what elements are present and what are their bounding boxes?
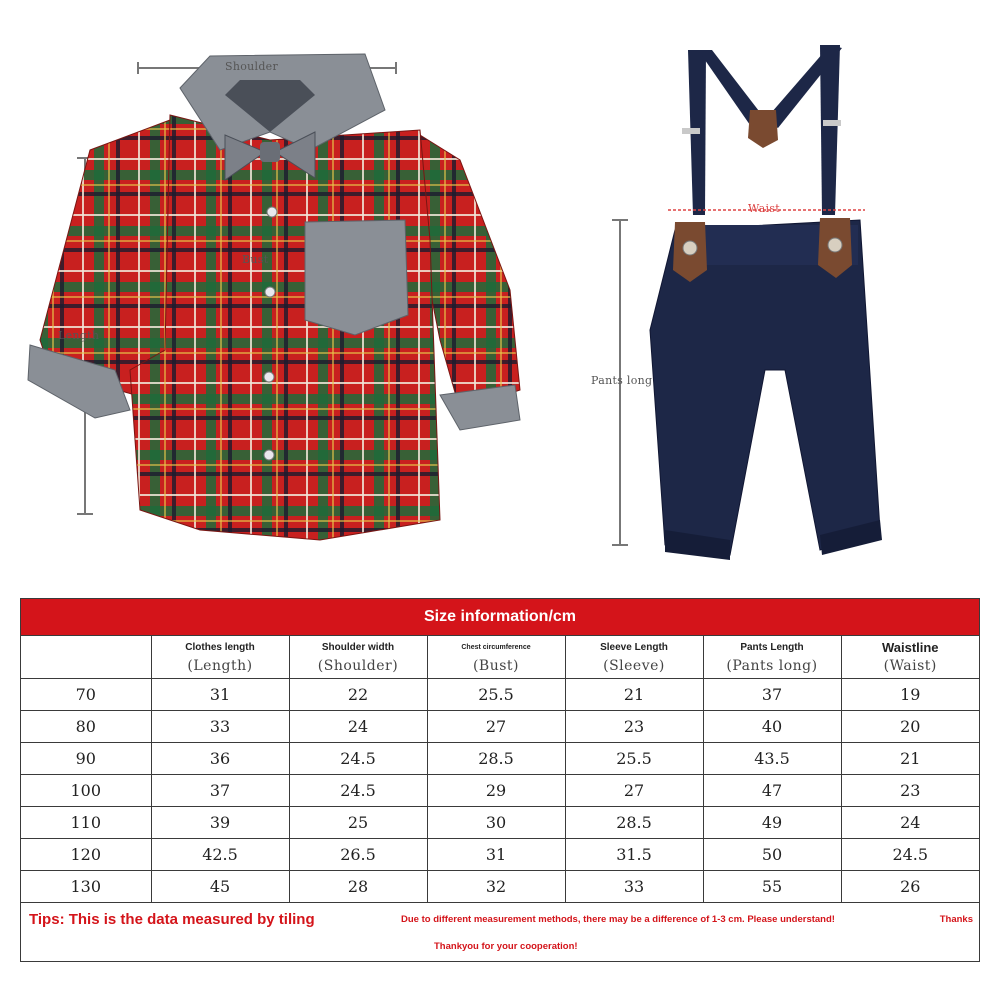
- header-en: Chest circumference: [461, 644, 531, 651]
- header-cn: (Length): [187, 658, 253, 674]
- sleeve-cell: 33: [565, 871, 703, 903]
- sleeve-cell: 25.5: [565, 743, 703, 775]
- size-cell: 100: [21, 775, 151, 807]
- size-cell: 130: [21, 871, 151, 903]
- header-cn: (Shoulder): [317, 658, 399, 674]
- pants-long-cell: 37: [703, 679, 841, 711]
- waist-cell: 24.5: [841, 839, 979, 871]
- shoulder-cell: 26.5: [289, 839, 427, 871]
- size-table-title: Size information/cm: [21, 599, 979, 636]
- sleeve-cell: 31.5: [565, 839, 703, 871]
- plaid-shirt-image: [20, 40, 540, 570]
- pants-long-cell: 40: [703, 711, 841, 743]
- waist-cell: 20: [841, 711, 979, 743]
- size-cell: 80: [21, 711, 151, 743]
- shoulder-cell: 25: [289, 807, 427, 839]
- tips-main-text: Tips: This is the data measured by tiling: [29, 911, 315, 928]
- plaid-shirt-illustration: [20, 40, 540, 570]
- bust-cell: 29: [427, 775, 565, 807]
- size-table: [20, 598, 980, 962]
- waist-measure-label: Waist: [748, 202, 780, 215]
- length-cell: 45: [151, 871, 289, 903]
- header-cell-sleeve: [565, 636, 703, 679]
- waist-cell: 24: [841, 807, 979, 839]
- pants-long-cell: 55: [703, 871, 841, 903]
- sleeve-cell: 21: [565, 679, 703, 711]
- header-cell-shoulder: [289, 636, 427, 679]
- size-chart: [21, 636, 979, 903]
- pants-long-cell: 49: [703, 807, 841, 839]
- bust-cell: 27: [427, 711, 565, 743]
- suspender-pants-image: [580, 30, 900, 575]
- length-cell: 37: [151, 775, 289, 807]
- header-cell-waist: [841, 636, 979, 679]
- header-cn: (Bust): [472, 658, 520, 674]
- header-en: Waistline: [881, 640, 939, 655]
- bust-cell: 32: [427, 871, 565, 903]
- header-en: Pants Length: [740, 642, 804, 653]
- header-cell-pants-long: [703, 636, 841, 679]
- sleeve-cell: 27: [565, 775, 703, 807]
- waist-cell: 19: [841, 679, 979, 711]
- size-cell: 70: [21, 679, 151, 711]
- bust-cell: 31: [427, 839, 565, 871]
- shoulder-cell: 24.5: [289, 775, 427, 807]
- waist-cell: 26: [841, 871, 979, 903]
- table-row: [21, 743, 979, 775]
- suspender-pants-illustration: [580, 30, 900, 575]
- length-cell: 36: [151, 743, 289, 775]
- shoulder-measure-label: Shoulder: [225, 60, 279, 73]
- header-cn: (Pants long): [726, 658, 818, 674]
- header-cell-bust: [427, 636, 565, 679]
- length-cell: 39: [151, 807, 289, 839]
- tips-section: [21, 903, 979, 966]
- size-cell: 120: [21, 839, 151, 871]
- table-row: [21, 775, 979, 807]
- length-cell: 33: [151, 711, 289, 743]
- shoulder-cell: 28: [289, 871, 427, 903]
- size-cell: 110: [21, 807, 151, 839]
- size-table-header-row: [21, 636, 979, 679]
- header-cn: (Sleeve): [603, 658, 665, 674]
- table-row: [21, 679, 979, 711]
- header-cell-size: [21, 636, 151, 679]
- header-en: Clothes length: [185, 642, 255, 653]
- bust-measure-label: Bust: [242, 253, 269, 266]
- header-en: Sleeve Length: [600, 642, 668, 653]
- pants-long-measure-label: Pants long: [591, 374, 653, 387]
- size-cell: 90: [21, 743, 151, 775]
- tips-thanks-text: Thanks: [939, 914, 973, 925]
- length-cell: 31: [151, 679, 289, 711]
- sleeve-cell: 28.5: [565, 807, 703, 839]
- bust-cell: 28.5: [427, 743, 565, 775]
- length-measure-label: Length: [58, 329, 100, 342]
- header-cell-length: [151, 636, 289, 679]
- shoulder-cell: 22: [289, 679, 427, 711]
- table-row: [21, 807, 979, 839]
- pants-long-cell: 43.5: [703, 743, 841, 775]
- pants-long-cell: 47: [703, 775, 841, 807]
- bust-cell: 30: [427, 807, 565, 839]
- tips-cooperation-text: Thankyou for your cooperation!: [434, 941, 578, 952]
- waist-cell: 21: [841, 743, 979, 775]
- bust-cell: 25.5: [427, 679, 565, 711]
- length-cell: 42.5: [151, 839, 289, 871]
- waist-cell: 23: [841, 775, 979, 807]
- pants-long-cell: 50: [703, 839, 841, 871]
- table-row: [21, 839, 979, 871]
- header-cn: (Waist): [883, 658, 937, 674]
- shoulder-cell: 24.5: [289, 743, 427, 775]
- table-row: [21, 711, 979, 743]
- header-en: Shoulder width: [321, 642, 395, 653]
- sleeve-cell: 23: [565, 711, 703, 743]
- shoulder-cell: 24: [289, 711, 427, 743]
- table-row: [21, 871, 979, 903]
- tips-measurement-note: Due to different measurement methods, there may be a difference of 1-3 cm. Please understand!: [401, 914, 835, 925]
